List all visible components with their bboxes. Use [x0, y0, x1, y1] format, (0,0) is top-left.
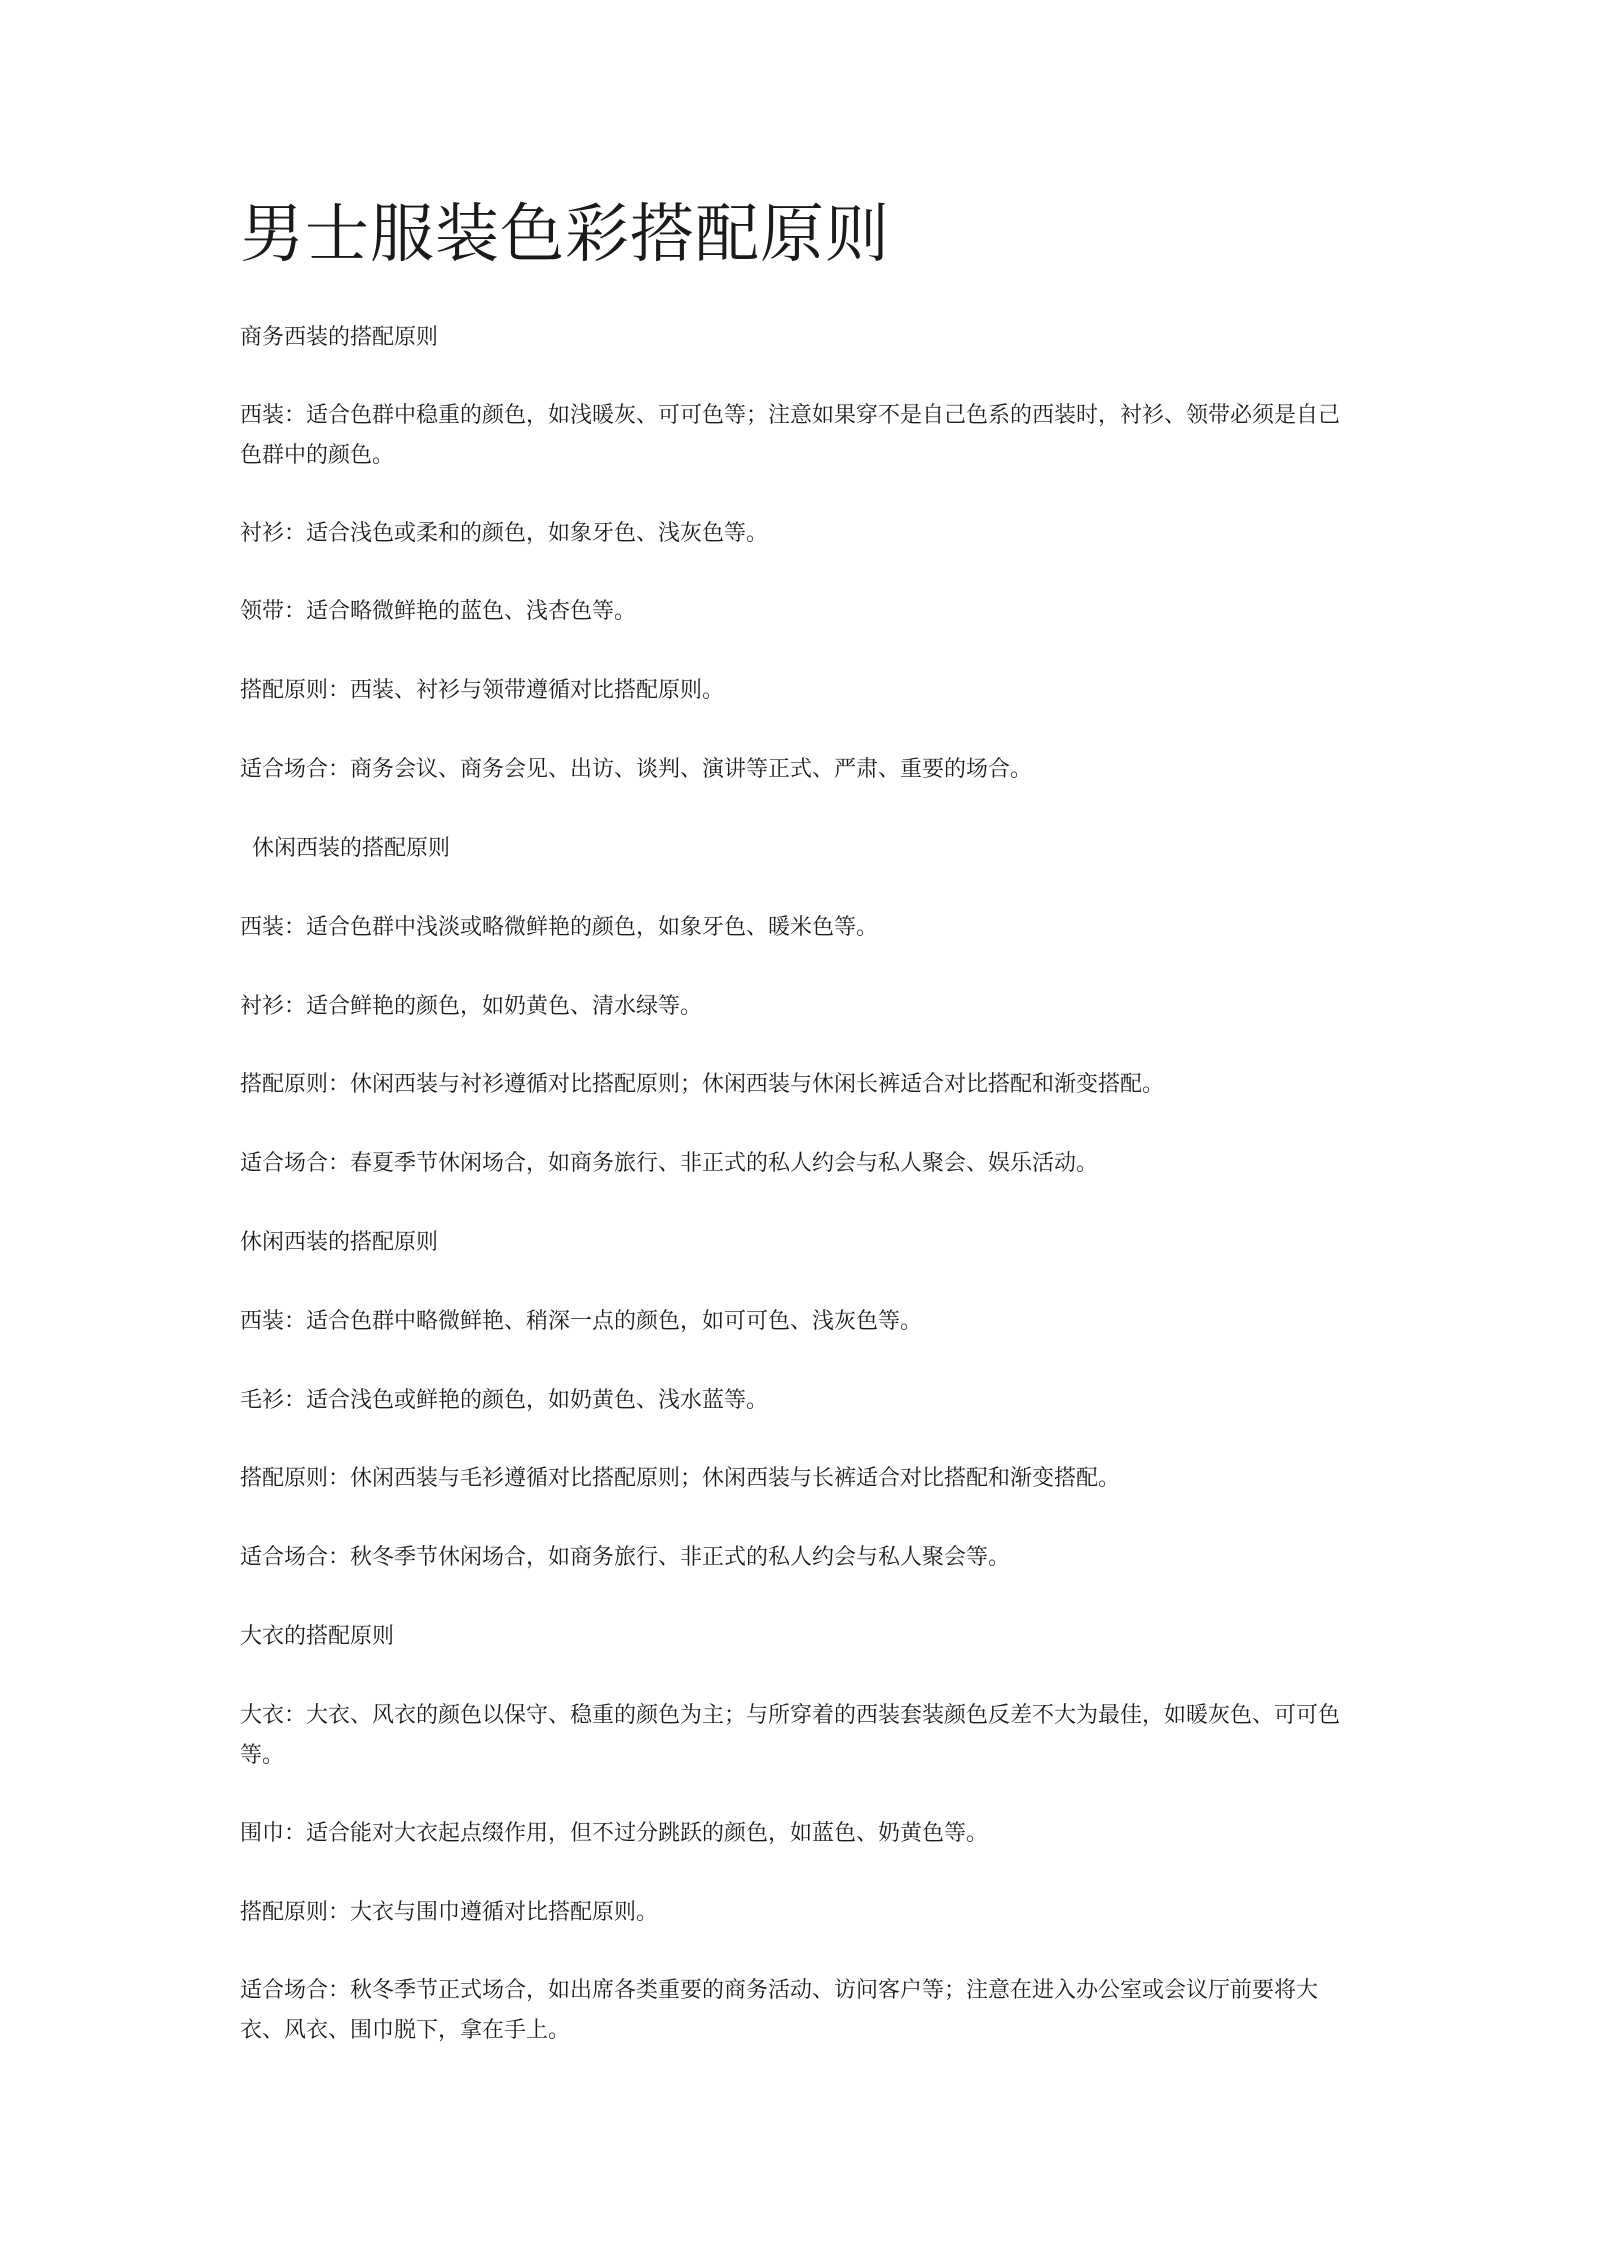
paragraph-casual-principle-autumn: 搭配原则：休闲西装与毛衫遵循对比搭配原则；休闲西装与长裤适合对比搭配和渐变搭配。 — [240, 1466, 1121, 1491]
paragraph-sweater-autumn: 毛衫：适合浅色或鲜艳的颜色，如奶黄色、浅水蓝等。 — [240, 1388, 769, 1413]
paragraph-casual-occasion-spring: 适合场合：春夏季节休闲场合，如商务旅行、非正式的私人约会与私人聚会、娱乐活动。 — [240, 1151, 1099, 1176]
paragraph-business-suit: 西装：适合色群中稳重的颜色，如浅暖灰、可可色等；注意如果穿不是自己色系的西装时，衬衫、领带必须是自己色群中的颜色。 — [240, 403, 1341, 468]
paragraph-business-tie: 领带：适合略微鲜艳的蓝色、浅杏色等。 — [240, 599, 637, 624]
paragraph-casual-principle-spring: 搭配原则：休闲西装与衬衫遵循对比搭配原则；休闲西装与休闲长裤适合对比搭配和渐变搭配。 — [240, 1072, 1165, 1097]
document-title: 男士服装色彩搭配原则 — [240, 198, 890, 272]
paragraph-scarf: 围巾：适合能对大衣起点缀作用，但不过分跳跃的颜色，如蓝色、奶黄色等。 — [240, 1821, 989, 1846]
paragraph-casual-suit-spring: 西装：适合色群中浅淡或略微鲜艳的颜色，如象牙色、暖米色等。 — [240, 915, 879, 940]
paragraph-overcoat-principle: 搭配原则：大衣与围巾遵循对比搭配原则。 — [240, 1900, 659, 1925]
section-heading-casual-suit-spring: 休闲西装的搭配原则 — [252, 836, 451, 861]
paragraph-casual-suit-autumn: 西装：适合色群中略微鲜艳、稍深一点的颜色，如可可色、浅灰色等。 — [240, 1309, 923, 1334]
paragraph-business-occasion: 适合场合：商务会议、商务会见、出访、谈判、演讲等正式、严肃、重要的场合。 — [240, 757, 1033, 782]
paragraph-casual-occasion-autumn: 适合场合：秋冬季节休闲场合，如商务旅行、非正式的私人约会与私人聚会等。 — [240, 1545, 1011, 1570]
paragraph-casual-shirt-spring: 衬衫：适合鲜艳的颜色，如奶黄色、清水绿等。 — [240, 994, 703, 1019]
section-heading-casual-suit-autumn: 休闲西装的搭配原则 — [240, 1230, 439, 1255]
paragraph-overcoat-occasion: 适合场合：秋冬季节正式场合，如出席各类重要的商务活动、访问客户等；注意在进入办公室或会议厅前要将大衣、风衣、围巾脱下，拿在手上。 — [240, 1978, 1319, 2043]
section-heading-business-suit: 商务西装的搭配原则 — [240, 325, 439, 350]
paragraph-business-shirt: 衬衫：适合浅色或柔和的颜色，如象牙色、浅灰色等。 — [240, 521, 769, 546]
section-heading-overcoat: 大衣的搭配原则 — [240, 1624, 395, 1649]
paragraph-overcoat: 大衣：大衣、风衣的颜色以保守、稳重的颜色为主；与所穿着的西装套装颜色反差不大为最佳，如暖灰色、可可色等。 — [240, 1703, 1341, 1768]
paragraph-business-principle: 搭配原则：西装、衬衫与领带遵循对比搭配原则。 — [240, 678, 725, 703]
